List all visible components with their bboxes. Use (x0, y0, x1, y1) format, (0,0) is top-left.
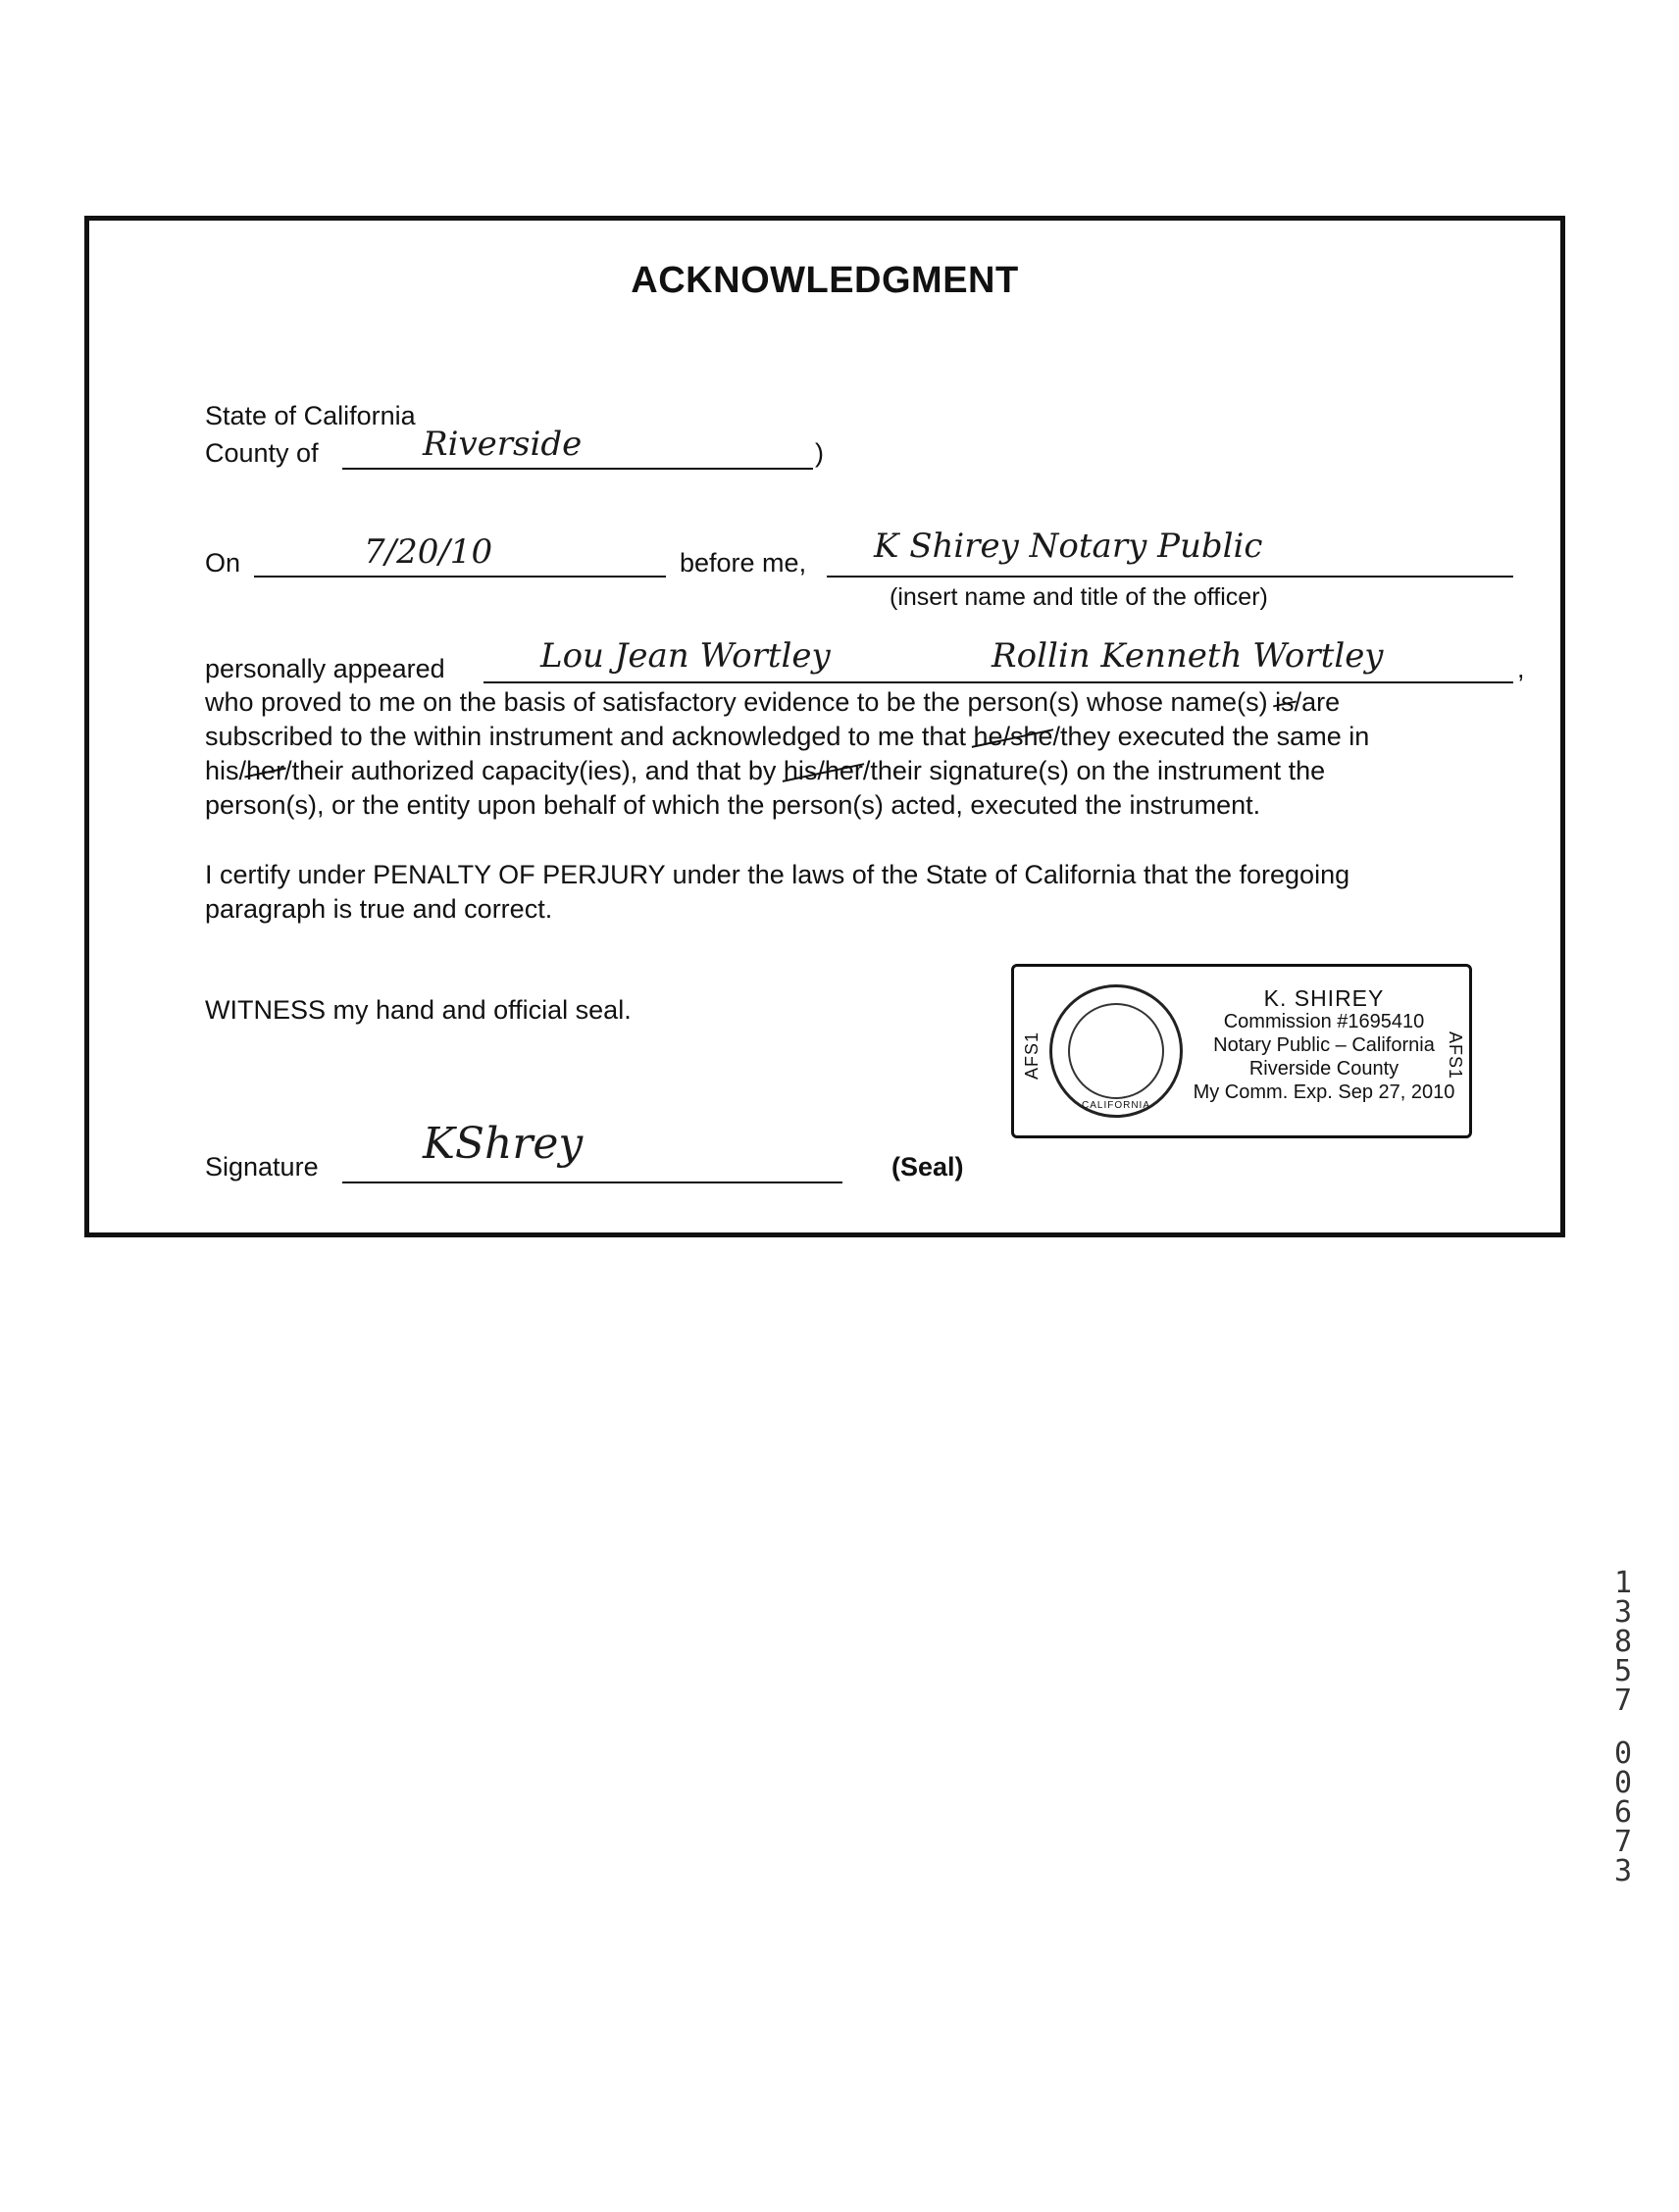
on-label: On (205, 548, 241, 578)
seal-label: (Seal) (891, 1152, 964, 1181)
notary-commission: Commission #1695410 (1223, 1011, 1425, 1032)
notary-county: Riverside County (1248, 1058, 1399, 1080)
county-close-paren: ) (815, 438, 824, 468)
signature-underline (342, 1181, 842, 1183)
body-line-2: subscribed to the within instrument and acknowledged to me that he/she/they executed the same in (205, 720, 1617, 754)
signature-value: KShrey (423, 1119, 584, 1169)
before-me-label: before me, (680, 548, 807, 578)
struck-is: is (1275, 685, 1295, 720)
margin-digit: 7 (1613, 1684, 1633, 1718)
margin-digit: 0 (1613, 1766, 1633, 1800)
margin-digit: 0 (1613, 1736, 1633, 1771)
form-title: ACKNOWLEDGMENT (631, 260, 1019, 301)
struck-her: her (246, 754, 284, 788)
body-paragraph (205, 685, 1617, 823)
seal-ring-text: CALIFORNIA (1082, 1100, 1151, 1111)
body-line-4: person(s), or the entity upon behalf of which the person(s) acted, executed the instrument. (205, 790, 1261, 820)
signature-label: Signature (205, 1152, 319, 1181)
county-underline (342, 468, 813, 470)
seal-emblem-icon (1068, 1003, 1164, 1099)
certify-line-1: I certify under PENALTY OF PERJURY under the laws of the State of California that the foregoing (205, 860, 1350, 889)
state-seal-icon (1049, 984, 1183, 1118)
margin-digit: 8 (1613, 1625, 1633, 1659)
notary-stamp (1011, 964, 1472, 1138)
margin-digit: 7 (1613, 1825, 1633, 1859)
margin-digit: 3 (1613, 1854, 1633, 1888)
struck-he-she: he/she (973, 720, 1052, 754)
margin-digit: 1 (1613, 1566, 1633, 1600)
appeared-value-2: Rollin Kenneth Wortley (992, 636, 1384, 676)
appeared-comma: , (1517, 654, 1525, 683)
body-line-3: his/her/their authorized capacity(ies), and that by his/her/their signature(s) on the instrument the (205, 754, 1617, 788)
acknowledgment-form (84, 216, 1565, 1237)
stamp-text (1187, 986, 1461, 1104)
appeared-underline (483, 681, 1513, 683)
margin-document-number (1608, 1566, 1638, 1888)
officer-underline (827, 576, 1513, 578)
county-label: County of (205, 438, 319, 468)
struck-his-her: his/her (784, 754, 863, 788)
witness-line: WITNESS my hand and official seal. (205, 995, 632, 1025)
officer-value: K Shirey Notary Public (874, 527, 1263, 566)
stamp-code-left: AFS1 (1022, 1031, 1043, 1081)
appeared-label: personally appeared (205, 654, 445, 683)
county-value: Riverside (423, 425, 583, 464)
certify-line-2: paragraph is true and correct. (205, 894, 553, 924)
certify-paragraph (205, 858, 1617, 927)
stamp-code-right: AFS1 (1445, 1031, 1465, 1081)
margin-digit: 5 (1613, 1654, 1633, 1688)
date-underline (254, 576, 666, 578)
appeared-value-1: Lou Jean Wortley (540, 636, 831, 676)
state-line: State of California (205, 401, 416, 430)
date-value: 7/20/10 (364, 532, 493, 572)
margin-digit: 3 (1613, 1595, 1633, 1630)
notary-name: K. SHIREY (1263, 985, 1385, 1011)
margin-digit: 6 (1613, 1795, 1633, 1830)
officer-hint: (insert name and title of the officer) (890, 583, 1268, 611)
notary-expiration: My Comm. Exp. Sep 27, 2010 (1193, 1081, 1455, 1103)
body-line-1: who proved to me on the basis of satisfactory evidence to be the person(s) whose name(s) is/are (205, 685, 1617, 720)
notary-title: Notary Public – California (1213, 1034, 1435, 1056)
